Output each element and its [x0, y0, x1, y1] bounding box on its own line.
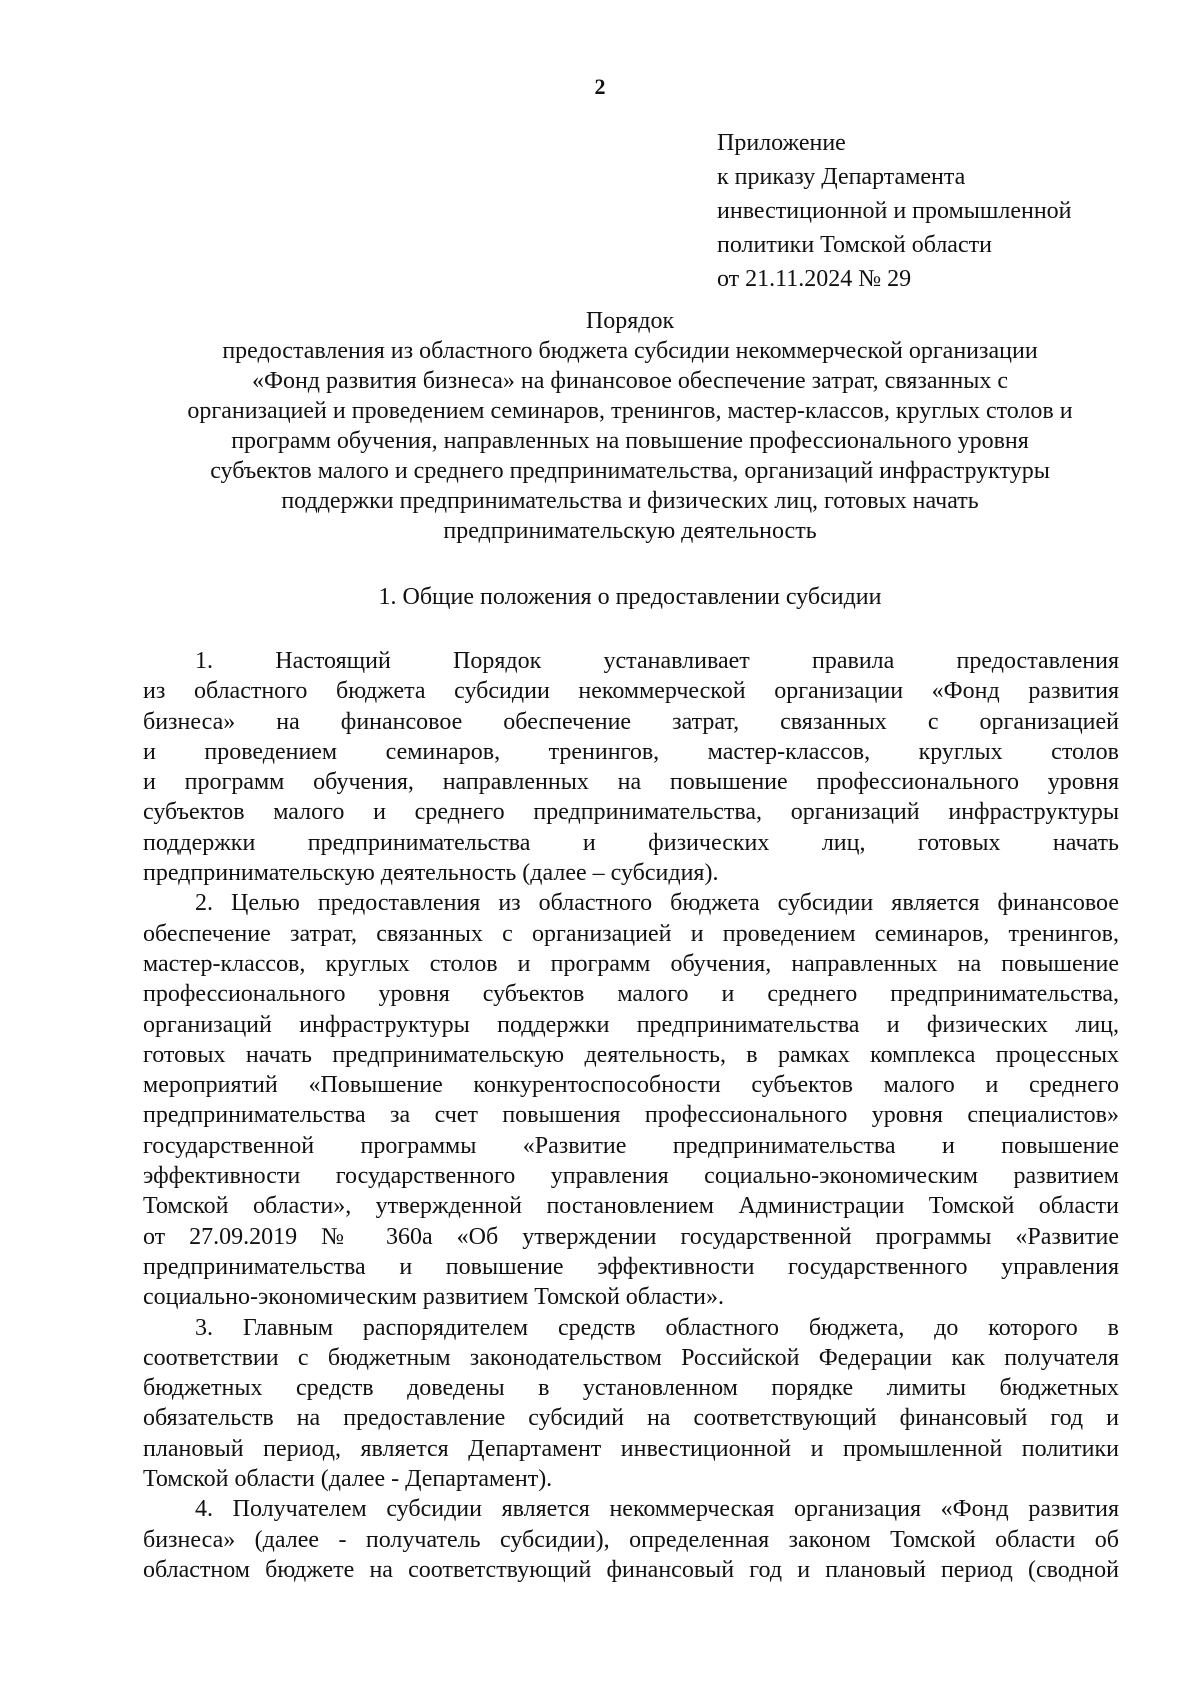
appendix-line: инвестиционной и промышленной	[717, 198, 1072, 224]
paragraph-line: обязательств на предоставление субсидий на соответствующий финансовый год и	[143, 1405, 1119, 1432]
title-line: предпринимательскую деятельность	[443, 518, 817, 544]
paragraph-line: предпринимательства и повышение эффективности государственного управления	[143, 1253, 1119, 1280]
title-heading: Порядок	[585, 308, 675, 334]
paragraph-line: государственной программы «Развитие предпринимательства и повышение	[143, 1132, 1119, 1159]
paragraph-line: эффективности государственного управления социально-экономическим развитием	[143, 1163, 1119, 1190]
paragraph-line: областном бюджете на соответствующий финансовый год и плановый период (сводной	[143, 1556, 1119, 1583]
paragraph-line: готовых начать предпринимательскую деятельность, в рамках комплекса процессных	[143, 1041, 1119, 1068]
paragraph-line: плановый период, является Департамент инвестиционной и промышленной политики	[143, 1435, 1119, 1462]
appendix-block	[717, 126, 1072, 296]
paragraph	[143, 888, 1119, 1312]
document-body	[143, 646, 1119, 1585]
paragraph-line: соответствии с бюджетным законодательством Российской Федерации как получателя	[143, 1344, 1119, 1371]
paragraph-line: мероприятий «Повышение конкурентоспособности субъектов малого и среднего	[143, 1072, 1119, 1099]
paragraph-line: из областного бюджета субсидии некоммерческой организации «Фонд развития	[143, 678, 1119, 705]
paragraph-line: и программ обучения, направленных на повышение профессионального уровня	[143, 769, 1119, 796]
paragraph	[143, 1494, 1119, 1585]
paragraph-line: 3. Главным распорядителем средств областного бюджета, до которого в	[195, 1314, 1119, 1341]
appendix-line: политики Томской области	[717, 232, 992, 258]
paragraph-line: 1. Настоящий Порядок устанавливает правила предоставления	[195, 648, 1119, 674]
paragraph-line: Томской области», утвержденной постановлением Администрации Томской области	[143, 1193, 1119, 1220]
paragraph-line: и проведением семинаров, тренингов, мастер-классов, круглых столов	[143, 738, 1119, 765]
paragraph-line: предпринимательскую деятельность (далее – субсидия).	[143, 860, 719, 887]
title-line: организацией и проведением семинаров, тренингов, мастер-классов, круглых столов и	[187, 398, 1073, 424]
title-line: «Фонд развития бизнеса» на финансовое обеспечение затрат, связанных с	[252, 368, 1008, 394]
paragraph-line: организаций инфраструктуры поддержки предпринимательства и физических лиц,	[143, 1011, 1119, 1038]
paragraph-line: поддержки предпринимательства и физических лиц, готовых начать	[143, 829, 1119, 856]
paragraph-line: обеспечение затрат, связанных с организацией и проведением семинаров, тренингов,	[143, 920, 1119, 947]
paragraph-line: бюджетных средств доведены в установленном порядке лимиты бюджетных	[143, 1375, 1119, 1402]
title-line: программ обучения, направленных на повышение профессионального уровня	[231, 428, 1029, 454]
page-number: 2	[594, 74, 606, 99]
paragraph-line: субъектов малого и среднего предпринимательства, организаций инфраструктуры	[143, 799, 1119, 826]
paragraph-line: предпринимательства за счет повышения профессионального уровня специалистов»	[143, 1102, 1119, 1129]
appendix-line: к приказу Департамента	[717, 164, 966, 190]
paragraph-line: профессионального уровня субъектов малого и среднего предпринимательства,	[143, 981, 1119, 1008]
paragraph	[143, 646, 1119, 888]
paragraph-line: бизнеса» (далее - получатель субсидии), определенная законом Томской области об	[143, 1526, 1119, 1553]
section-heading: 1. Общие положения о предоставлении субсидии	[378, 584, 882, 610]
paragraph-line: от 27.09.2019 № 360а «Об утверждении государственной программы «Развитие	[143, 1223, 1119, 1250]
appendix-line: от 21.11.2024 № 29	[717, 266, 912, 292]
title-line: поддержки предпринимательства и физических лиц, готовых начать	[281, 488, 979, 514]
title-line: субъектов малого и среднего предпринимательства, организаций инфраструктуры	[210, 458, 1050, 484]
paragraph-line: 4. Получателем субсидии является некоммерческая организация «Фонд развития	[195, 1496, 1119, 1523]
title-line: предоставления из областного бюджета субсидии некоммерческой организации	[222, 338, 1038, 364]
appendix-line: Приложение	[717, 130, 846, 156]
paragraph-line: Томской области (далее - Департамент).	[143, 1466, 553, 1493]
paragraph-line: бизнеса» на финансовое обеспечение затрат, связанных с организацией	[143, 708, 1119, 735]
paragraph	[143, 1313, 1119, 1495]
paragraph-line: мастер-классов, круглых столов и программ обучения, направленных на повышение	[143, 950, 1119, 977]
paragraph-line: социально-экономическим развитием Томской области».	[143, 1284, 725, 1311]
paragraph-line: 2. Целью предоставления из областного бюджета субсидии является финансовое	[195, 890, 1119, 917]
document-title	[140, 306, 1120, 546]
